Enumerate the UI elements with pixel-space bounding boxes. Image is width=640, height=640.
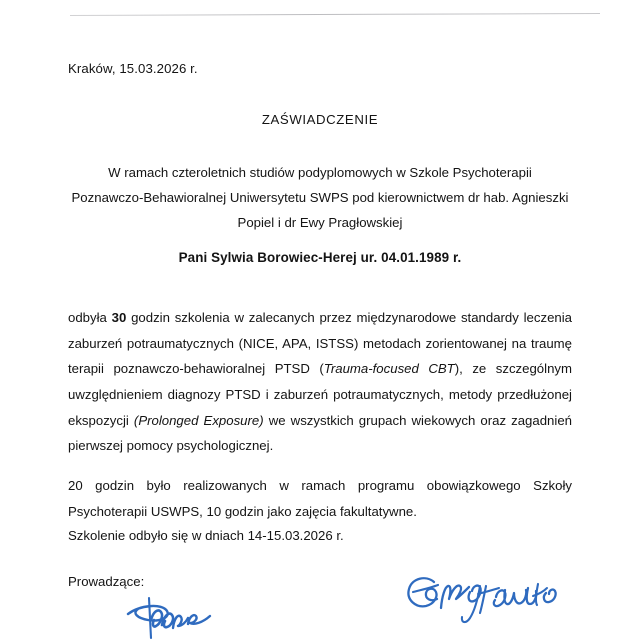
para1-segment-4: we wszystkich grupach wiekowych oraz zagadnień pierwszej pomocy psychologicznej. xyxy=(68,412,572,454)
intro-block xyxy=(68,160,572,235)
intro-line-1: W ramach czteroletnich studiów podyplomowych w Szkole Psychoterapii xyxy=(108,165,532,180)
para1-segment-1: odbyła xyxy=(68,310,112,326)
intro-line-2: Poznawczo-Behawioralnej Uniwersytetu SWPS pod kierownictwem dr hab. Agnieszki xyxy=(71,190,569,205)
intro-line-3: Popiel i dr Ewy Pragłowskiej xyxy=(237,215,403,230)
signature-praglowska xyxy=(400,566,570,628)
recipient-name-line: Pani Sylwia Borowiec-Herej ur. 04.01.1989 r. xyxy=(178,250,462,265)
method-name-tfcbt: Trauma-focused CBT xyxy=(323,361,455,377)
signers-label: Prowadzące: xyxy=(68,574,145,589)
training-hours-value: 30 xyxy=(111,310,127,326)
signature-popiel xyxy=(118,592,238,640)
para1-segment-2: godzin szkolenia w zalecanych przez międzynarodowe standardy leczenia zaburzeń potraumatycznych (NICE, APA, ISTSS) metodach zorientowanej na traumę terapii poznawczo-behawioralnej PTSD ( xyxy=(68,310,573,377)
method-name-prolonged-exposure: (Prolonged Exposure) xyxy=(133,412,264,428)
document-title: ZAŚWIADCZENIE xyxy=(261,112,379,127)
body-paragraph-2: 20 godzin było realizowanych w ramach programu obowiązkowego Szkoły Psychoterapii USWPS, 10 godzin jako zajęcia fakultatywne. xyxy=(68,478,572,519)
training-dates-line: Szkolenie odbyło się w dniach 14-15.03.2026 r. xyxy=(68,528,344,543)
header-divider-rule xyxy=(70,13,600,16)
para1-segment-3: ), ze szczególnym uwzględnieniem diagnozy PTSD i zaburzeń potraumatycznych, metody przedłużonej ekspozycji xyxy=(68,361,572,428)
body-paragraph-1 xyxy=(68,305,572,459)
place-and-date: Kraków, 15.03.2026 r. xyxy=(68,61,198,76)
